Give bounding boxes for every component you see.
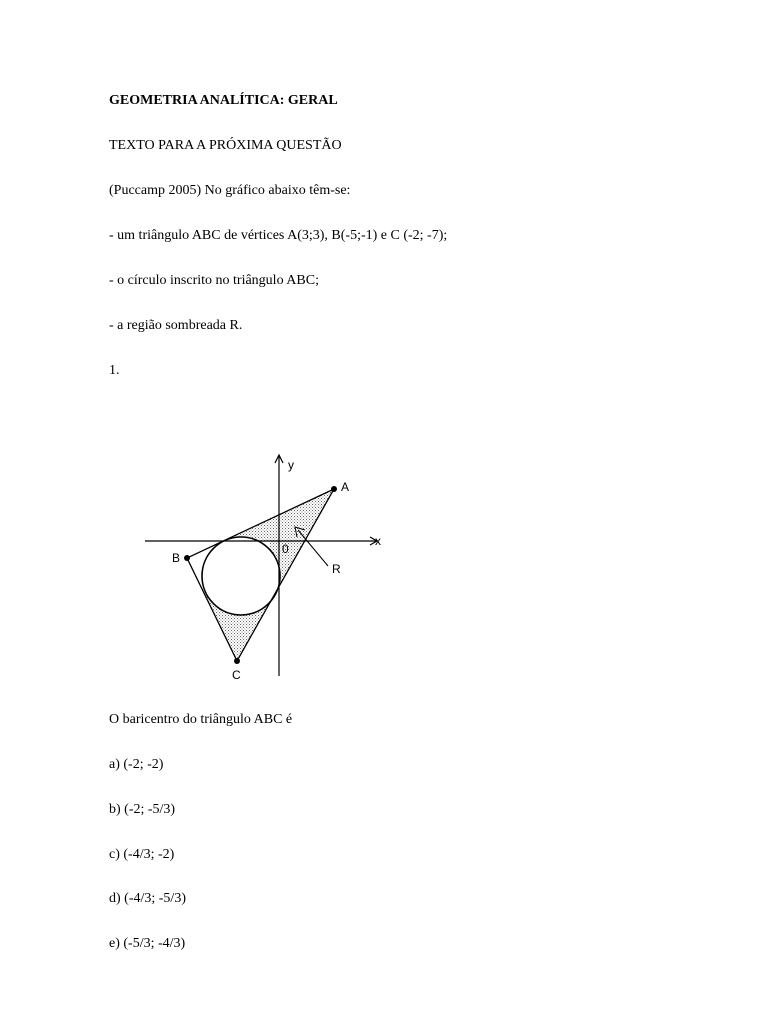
bullet-region: - a região sombreada R. [109,318,243,333]
triangle-figure [140,448,390,688]
vertex-c-point [234,658,240,664]
region-r-pointer [298,530,328,566]
option-b: b) (-2; -5/3) [109,802,176,817]
x-axis-label: x [375,534,381,548]
section-label: TEXTO PARA A PRÓXIMA QUESTÃO [109,138,342,153]
question-number: 1. [109,363,120,378]
option-e: e) (-5/3; -4/3) [109,936,186,951]
origin-label: 0 [282,542,289,556]
vertex-b-point [184,555,190,561]
vertex-b-label: B [172,551,181,565]
vertex-a-label: A [341,480,350,494]
bullet-incircle: - o círculo inscrito no triângulo ABC; [109,273,319,288]
option-c: c) (-4/3; -2) [109,847,175,862]
y-axis-label: y [288,458,294,472]
bullet-vertices: - um triângulo ABC de vértices A(3;3), B(-5;-1) e C (-2; -7); [109,228,448,243]
shaded-region-r [200,470,350,664]
intro-text: (Puccamp 2005) No gráfico abaixo têm-se: [109,183,351,198]
vertex-a-point [331,486,337,492]
page-heading: GEOMETRIA ANALÍTICA: GERAL [109,93,338,108]
option-d: d) (-4/3; -5/3) [109,891,186,906]
vertex-c-label: C [232,668,241,682]
question-text: O baricentro do triângulo ABC é [109,712,293,727]
option-a: a) (-2; -2) [109,757,164,772]
region-r-label: R [332,562,341,576]
